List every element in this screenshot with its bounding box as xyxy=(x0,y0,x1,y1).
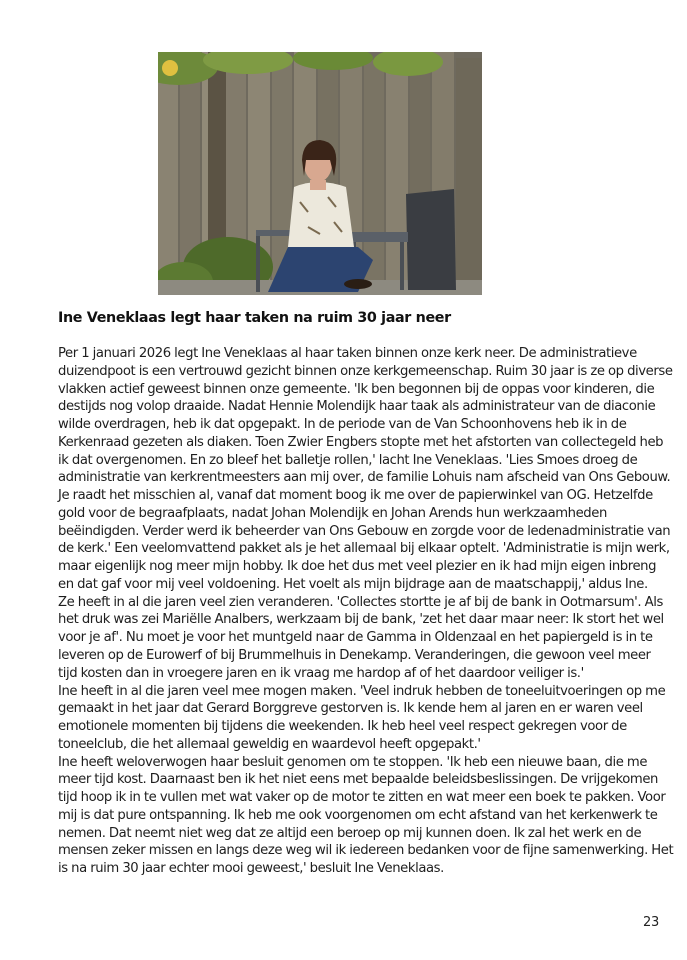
body-line: Kerkenraad gezeten als diaken. Toen Zwier Engbers stopte met het afstorten van collectegeld heb xyxy=(58,434,664,450)
body-line: emotionele momenten bij tijdens die weekenden. Ik heb heel veel respect gekregen voor de xyxy=(58,719,627,735)
body-line: destijds nog volop draaide. Nadat Hennie Molendijk haar taak als administrateur van de diaconie xyxy=(58,399,656,415)
body-line: vlakken actief geweest binnen onze gemeente. 'Ik ben begonnen bij de oppas voor kinderen, die xyxy=(58,381,655,397)
body-line: Per 1 januari 2026 legt Ine Veneklaas al haar taken binnen onze kerk neer. De administratieve xyxy=(58,346,637,361)
body-line: leveren op de Eurowerf of bij Brummelhuis in Denekamp. Veranderingen, die gewoon veel meer xyxy=(58,648,651,664)
body-line: toneelclub, die het allemaal geweldig en waardevol heeft opgepakt.' xyxy=(58,736,481,752)
body-line: en dat gaf voor mij veel voldoening. Het voelt als mijn bijdrage aan de maatschappij,' aldus Ine. xyxy=(58,576,648,592)
article-body xyxy=(58,345,674,878)
body-line: het druk was zei Mariëlle Analbers, werkzaam bij de bank, 'zet het daar maar neer: Ik stort het wel xyxy=(58,612,664,628)
body-line: Ine heeft in al die jaren veel mee mogen maken. 'Veel indruk hebben de toneeluitvoeringen op me xyxy=(58,683,666,699)
body-line: de kerk.' Een veelomvattend pakket als je het allemaal bij elkaar optelt. 'Administratie is mijn werk, xyxy=(58,541,670,557)
body-line: tijd hoop ik in te vullen met wat vaker op de motor te zitten en wat meer een boek te pakken. Voor xyxy=(58,790,666,806)
body-line: gold voor de begraafplaats, nadat Johan Molendijk en Johan Arends hun werkzaamheden xyxy=(58,505,607,521)
body-line: is na ruim 30 jaar echter mooi geweest,' besluit Ine Veneklaas. xyxy=(58,861,444,877)
body-line: mij is dat pure ontspanning. Ik heb me ook voorgenomen om echt afstand van het kerkenwerk te xyxy=(58,807,658,823)
body-line: mensen zeker missen en langs deze weg wil ik iedereen bedanken voor de fijne samenwerking. Het xyxy=(58,843,674,859)
body-line: duizendpoot is een vertrouwd gezicht binnen onze kerkgemeenschap. Ruim 30 jaar is ze op diverse xyxy=(58,363,673,379)
body-line: voor je af'. Nu moet je voor het muntgeld naar de Gamma in Oldenzaal en het papiergeld is in te xyxy=(58,630,653,646)
article-title: Ine Veneklaas legt haar taken na ruim 30 jaar neer xyxy=(58,310,451,326)
body-line: Ine heeft weloverwogen haar besluit genomen om te stoppen. 'Ik heb een nieuwe baan, die me xyxy=(58,754,648,770)
body-line: administratie van kerkrentmeesters aan mij over, de familie Lohuis nam afscheid van Ons Gebouw. xyxy=(58,470,671,486)
body-line: gemaakt in het jaar dat Gerard Borggreve gestorven is. Ik kende hem al jaren en er waren veel xyxy=(58,701,643,717)
page-number: 23 xyxy=(643,915,659,930)
body-line: meer tijd kost. Daarnaast ben ik het niet eens met bepaalde beleidsbeslissingen. De vrijgekomen xyxy=(58,772,658,788)
body-line: maar eigenlijk nog meer mijn hobby. Ik doe het dus met veel plezier en ik had mijn eigen inbreng xyxy=(58,559,657,575)
body-line: nemen. Dat neemt niet weg dat ze altijd een beroep op mij kunnen doen. Ik zal het werk en de xyxy=(58,825,642,841)
body-line: Ze heeft in al die jaren veel zien veranderen. 'Collectes stortte je af bij de bank in Ootmarsum'. Als xyxy=(58,594,663,610)
body-line: Je raadt het misschien al, vanaf dat moment boog ik me over de papierwinkel van OG. Hetzelfde xyxy=(58,488,653,504)
body-line: ik dat overgenomen. En zo bleef het balletje rollen,' lacht Ine Veneklaas. 'Lies Smoes droeg de xyxy=(58,452,638,468)
body-line: beëindigden. Verder werd ik beheerder van Ons Gebouw en zorgde voor de ledenadministratie van xyxy=(58,523,671,539)
portrait-photo xyxy=(158,52,482,295)
body-line: wilde overdragen, heb ik dat opgepakt. In de periode van de Van Schoonhovens heb ik in de xyxy=(58,417,627,433)
body-line: tijd kosten dan in vroegere jaren en ik vraag me hardop af of het daardoor veiliger is.' xyxy=(58,665,584,681)
